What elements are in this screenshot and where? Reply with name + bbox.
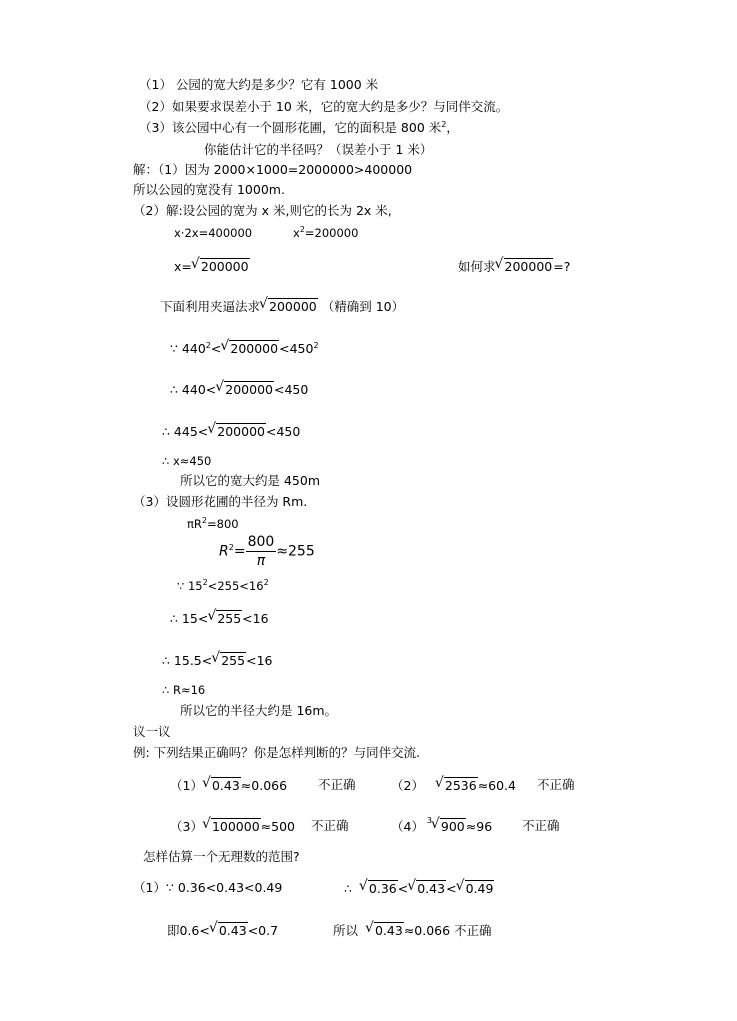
radius-conclusion: 所以它的半径大约是 16m。	[180, 703, 338, 718]
equation-product: x·2x=400000	[174, 226, 253, 240]
estimate-step-2: 即0.6<√ 0.43<0.7	[167, 922, 278, 939]
radius-step-3: ∴ 15.5<√ 255<16	[162, 652, 272, 669]
solution-1-conclusion: 所以公园的宽没有 1000m.	[133, 182, 285, 197]
radius-step-1: ∵ $15^2<255<16^2$	[177, 578, 269, 593]
question-2: （2）如果要求误差小于 10 米，它的宽大约是多少？与同伴交流。	[139, 99, 509, 114]
radius-fraction-equation: $R^2=$ $\frac{800}{\pi}$ ≈255	[219, 534, 315, 569]
estimate-step-1-roots: ∴ √ 0.36<√ 0.43<√ 0.49	[344, 880, 494, 897]
example-2: （2） √ 2536≈60.4	[391, 777, 516, 794]
question-3: （3）该公园中心有一个圆形花圃，它的面积是 800 米$^2$，	[139, 119, 459, 135]
pinch-method-intro: 下面利用夹逼法求√ 200000 （精确到 10）	[160, 298, 404, 315]
estimate-step-1: （1）∵ 0.36<0.43<0.49	[133, 880, 283, 895]
example-1-verdict: 不正确	[318, 777, 356, 792]
width-conclusion: 所以它的宽大约是 450m	[180, 473, 321, 488]
question-3-continued: 你能估计它的半径吗？（误差小于 1 米）	[204, 142, 433, 157]
example-3: （3）√ 100000≈500	[170, 818, 295, 835]
how-to-find-root: 如何求√ 200000=?	[458, 258, 570, 275]
radius-step-4: ∴ R≈16	[162, 683, 206, 697]
example-1: （1）√ 0.43≈0.066	[170, 777, 287, 794]
question-1: （1） 公园的宽大约是多少？它有 1000 米	[139, 77, 379, 92]
solution-1: 解：（1）因为 2000×1000=2000000>400000	[133, 162, 413, 177]
example-2-verdict: 不正确	[537, 777, 575, 792]
equation-x-root: x=√ 200000	[174, 258, 250, 275]
pinch-step-3: ∴ 445<√ 200000<450	[162, 423, 300, 440]
solution-2: （2）解:设公园的宽为 x 米,则它的长为 2x 米,	[133, 203, 392, 218]
solution-3: （3）设圆形花圃的半径为 Rm.	[133, 494, 308, 509]
equation-square: $x^2=200000$	[293, 225, 359, 240]
pinch-step-2: ∴ 440<√ 200000<450	[170, 381, 308, 398]
pinch-step-4: ∴ x≈450	[162, 454, 212, 468]
discuss-heading: 议一议	[133, 724, 171, 739]
pinch-step-1: ∵ $440^2<√$ $200000<450^2$	[170, 340, 319, 357]
example-prompt: 例: 下列结果正确吗？你是怎样判断的？与同伴交流.	[133, 745, 421, 760]
estimate-conclusion: 所以 √ 0.43≈0.066 不正确	[333, 922, 492, 939]
estimate-question: 怎样估算一个无理数的范围?	[143, 849, 300, 864]
example-3-verdict: 不正确	[311, 818, 349, 833]
example-4: （4） √ 3 900≈96	[391, 818, 492, 835]
area-equation: $\pi R^2=800$	[187, 516, 239, 531]
radius-step-2: ∴ 15<√ 255<16	[170, 610, 269, 627]
example-4-verdict: 不正确	[522, 818, 560, 833]
